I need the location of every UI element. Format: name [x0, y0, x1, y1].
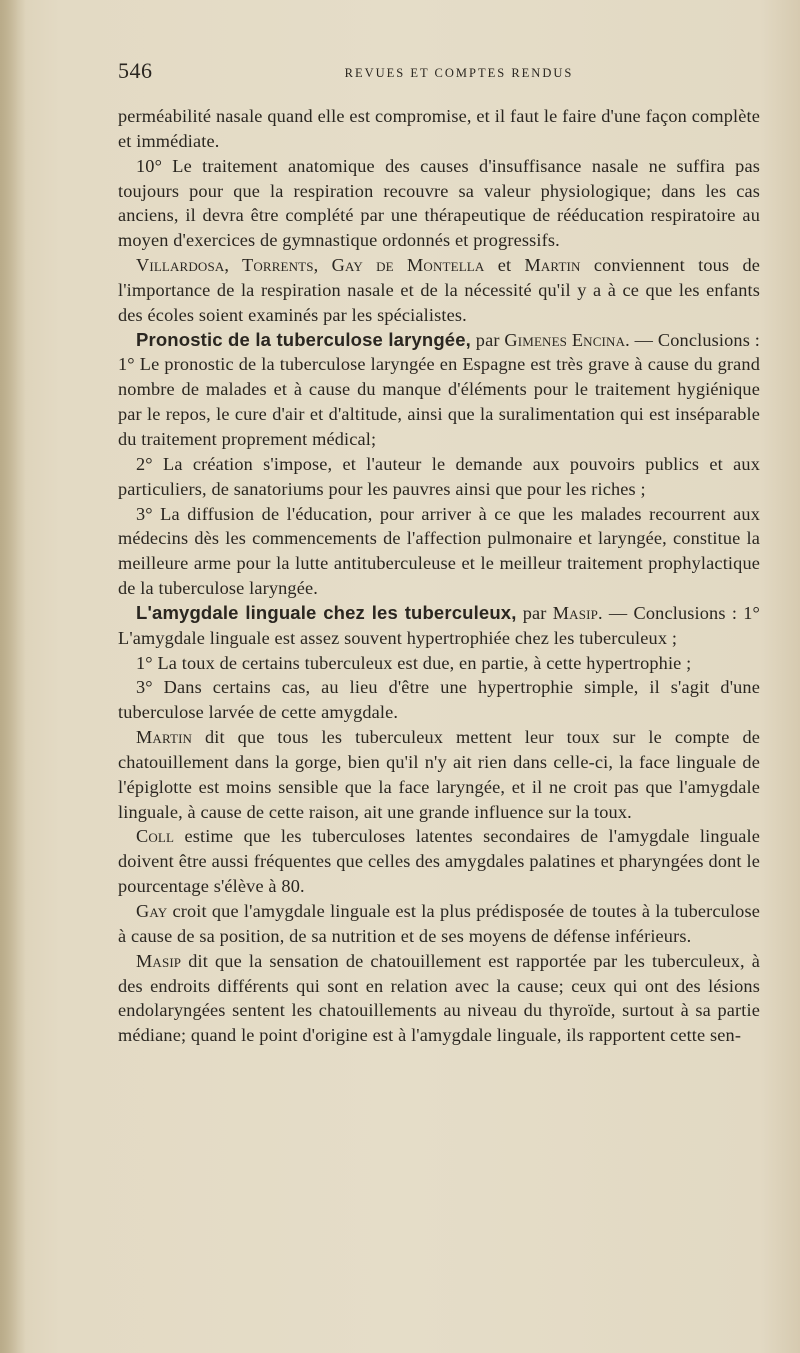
- author-name: Coll: [136, 826, 175, 847]
- paragraph-text: 1° La toux de certains tuberculeux est due, en partie, à cette hypertrophie ;: [136, 652, 692, 673]
- paragraph-text: 3° Dans certains cas, au lieu d'être une hypertrophie simple, il s'agit d'une tuberculose larvée de cette amygdale.: [118, 677, 760, 723]
- author-name: Masip: [552, 602, 598, 623]
- paragraph-text: 2° La création s'impose, et l'auteur le demande aux pouvoirs publics et aux particuliers, de sanatoriums pour les pauvres ainsi que pour les riches ;: [118, 453, 760, 499]
- author-name: Martin: [524, 255, 581, 276]
- conjunction: et: [484, 255, 525, 276]
- paragraph: [118, 104, 760, 154]
- paragraph-text: 10° Le traitement anatomique des causes d'insuffisance nasale ne suffira pas toujours pour que la respiration recouvre sa valeur physiologique; dans les cas anciens, il devra être complété par une thérapeutique de rééducation respiratoire au moyen d'exercices de gymnastique ordonnés et progressifs.: [118, 155, 760, 251]
- section-title: Pronostic de la tuberculose laryngée,: [136, 328, 471, 350]
- paragraph: [118, 502, 760, 601]
- paragraph: [118, 899, 760, 949]
- author-names: Villardosa, Torrents, Gay de Montella: [136, 255, 485, 276]
- paragraph: [118, 949, 760, 1048]
- paragraph: [118, 253, 760, 328]
- paragraph-text: dit que tous les tuberculeux mettent leur toux sur le compte de chatouillement dans la gorge, bien qu'il n'y ait rien dans celle-ci, la face linguale de l'épiglotte est moins sensible que la face laryngée, et il ne croit pas que l'amygdale linguale, à cause de cette raison, ait une grande influence sur la toux.: [118, 727, 760, 822]
- paragraph-text: estime que les tuberculoses latentes secondaires de l'amygdale linguale doivent être aussi fréquentes que celles des amygdales palatines et pharyngées dont le pourcentage s'élève à 80.: [118, 826, 760, 897]
- paragraph-text: conviennent tous de l'importance de la respiration nasale et de la nécessité qu'il y a à ce que les enfants des écoles soient examinés par les spécialistes.: [118, 255, 761, 325]
- paragraph-text: 3° La diffusion de l'éducation, pour arriver à ce que les malades recourrent aux médecins dès les commencements de l'affection pulmonaire et laryngée, constitue la meilleure arme pour la lutte antituberculeuse et le meilleur traitement prophylactique de la tuberculose laryngée.: [118, 503, 760, 599]
- author-name: Gimenes Encina: [504, 329, 626, 350]
- section-amygdale: [118, 601, 760, 651]
- section-pronostic: [118, 328, 760, 452]
- paragraph: [118, 675, 760, 725]
- paragraph: [118, 725, 760, 824]
- body-text: [118, 104, 760, 1048]
- paragraph-text: perméabilité nasale quand elle est compromise, et il faut le faire d'une façon complète et immédiate.: [118, 106, 760, 151]
- paragraph: [118, 452, 760, 502]
- author-name: Martin: [136, 727, 193, 748]
- paragraph: [118, 154, 760, 253]
- paragraph: [118, 651, 760, 676]
- paragraph-text: . — Conclusions : 1° L'amygdale linguale est assez souvent hypertrophiée chez les tuberculeux ;: [118, 602, 761, 648]
- author-name: Gay: [136, 901, 168, 921]
- paragraph: [118, 824, 760, 899]
- section-title: L'amygdale linguale chez les tuberculeux,: [136, 601, 517, 623]
- by-word: par: [516, 602, 553, 623]
- by-word: par: [470, 329, 505, 350]
- binding-shadow: [0, 0, 26, 1353]
- running-title: REVUES ET COMPTES RENDUS: [344, 66, 574, 80]
- paragraph-text: . — Conclusions : 1° Le pronostic de la tuberculose laryngée en Espagne est très grave à cause du grand nombre de malades et à cause du manque d'éléments pour le traitement hygiénique par le repos, le cure d'air et d'altitude, ainsi que la suralimentation qui est inséparable du traitement proprement médical;: [118, 329, 761, 449]
- author-name: Masip: [136, 950, 182, 971]
- page-header: [118, 58, 760, 88]
- paragraph-text: dit que la sensation de chatouillement est rapportée par les tuberculeux, à des endroits différents qui sont en relation avec la cause; ceux qui ont des lésions endolaryngées sentent les chatouillements au niveau du thyroïde, surtout à sa partie médiane; quand le point d'origine est à l'amygdale linguale, ils rapportent cette sen-: [118, 950, 760, 1046]
- paragraph-text: croit que l'amygdale linguale est la plus prédisposée de toutes à la tuberculose à cause de sa position, de sa nutrition et de ses moyens de défense inférieurs.: [118, 901, 760, 946]
- page-number: 546: [118, 58, 153, 83]
